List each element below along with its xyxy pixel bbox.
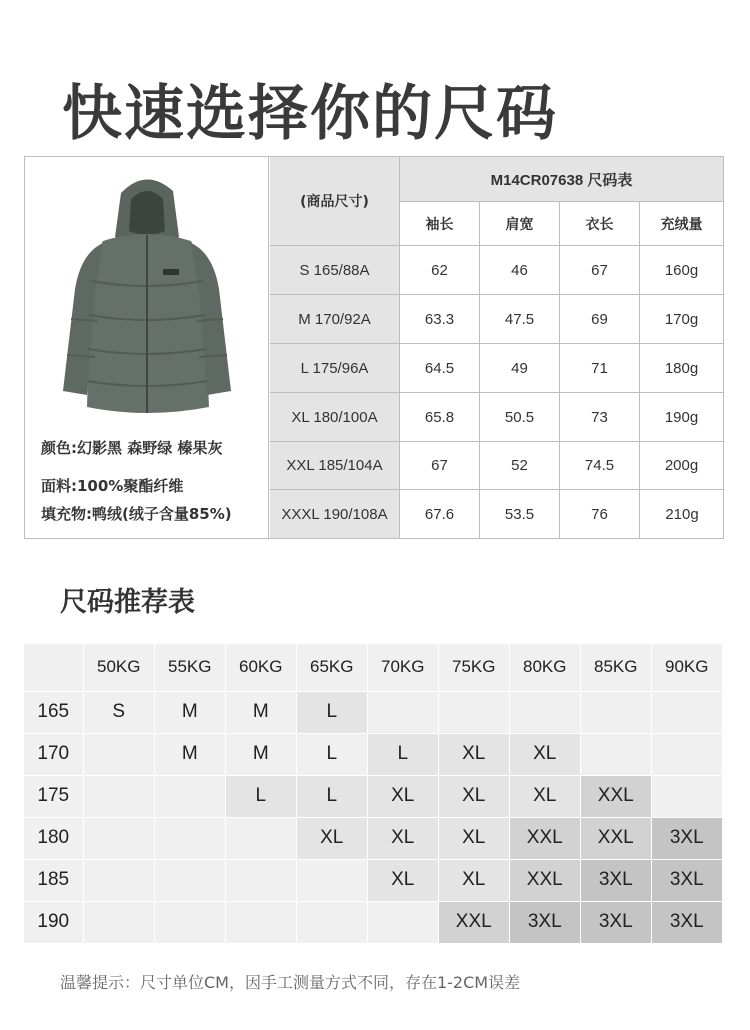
filling-spec: 填充物:鸭绒(绒子含量85%) bbox=[41, 505, 232, 523]
recommended-size-cell: XL bbox=[368, 860, 438, 901]
size-value: 73 bbox=[560, 393, 640, 442]
recommended-size-cell bbox=[226, 860, 296, 901]
size-label: XL 180/100A bbox=[270, 393, 400, 442]
recommended-size-cell: L bbox=[226, 776, 296, 817]
weight-header: 65KG bbox=[297, 644, 367, 691]
recommended-size-cell: XL bbox=[439, 734, 509, 775]
recommended-size-cell: XL bbox=[439, 860, 509, 901]
recommended-size-cell: 3XL bbox=[510, 902, 580, 943]
size-label: L 175/96A bbox=[270, 344, 400, 393]
recommended-size-cell: XXL bbox=[581, 776, 651, 817]
recommended-size-cell: M bbox=[226, 692, 296, 733]
recommended-size-cell: XXL bbox=[510, 860, 580, 901]
size-value: 67.6 bbox=[400, 490, 480, 538]
size-label: M 170/92A bbox=[270, 295, 400, 344]
recommendation-grid bbox=[24, 644, 724, 944]
recommended-size-cell bbox=[226, 902, 296, 943]
col-header: 衣长 bbox=[560, 202, 640, 246]
size-value: 71 bbox=[560, 344, 640, 393]
size-value: 180g bbox=[640, 344, 724, 393]
recommended-size-cell: XXL bbox=[581, 818, 651, 859]
jacket-image bbox=[51, 169, 241, 421]
recommended-size-cell: 3XL bbox=[581, 902, 651, 943]
weight-header: 60KG bbox=[226, 644, 296, 691]
col-header: 充绒量 bbox=[640, 202, 724, 246]
recommended-size-cell bbox=[84, 776, 154, 817]
recommended-size-cell: L bbox=[368, 734, 438, 775]
recommended-size-cell bbox=[510, 692, 580, 733]
recommended-size-cell: 3XL bbox=[652, 902, 722, 943]
measurement-note: 温馨提示：尺寸单位CM，因手工测量方式不同，存在1-2CM误差 bbox=[60, 973, 521, 992]
product-panel bbox=[25, 157, 269, 538]
size-value: 49 bbox=[480, 344, 560, 393]
recommended-size-cell: 3XL bbox=[652, 818, 722, 859]
size-value: 64.5 bbox=[400, 344, 480, 393]
recommended-size-cell bbox=[155, 860, 225, 901]
height-header: 175 bbox=[24, 776, 83, 817]
recommended-size-cell: S bbox=[84, 692, 154, 733]
recommended-size-cell: 3XL bbox=[652, 860, 722, 901]
weight-header: 85KG bbox=[581, 644, 651, 691]
corner-cell bbox=[24, 644, 83, 691]
size-label: S 165/88A bbox=[270, 246, 400, 295]
recommended-size-cell bbox=[368, 902, 438, 943]
weight-header: 70KG bbox=[368, 644, 438, 691]
size-value: 50.5 bbox=[480, 393, 560, 442]
row-header: (商品尺寸) bbox=[270, 157, 400, 246]
size-value: 200g bbox=[640, 442, 724, 490]
height-header: 180 bbox=[24, 818, 83, 859]
recommended-size-cell: XL bbox=[510, 734, 580, 775]
recommended-size-cell: XXL bbox=[439, 902, 509, 943]
weight-header: 75KG bbox=[439, 644, 509, 691]
fabric-spec: 面料:100%聚酯纤维 bbox=[41, 477, 184, 495]
weight-header: 90KG bbox=[652, 644, 722, 691]
recommended-size-cell: M bbox=[155, 734, 225, 775]
recommended-size-cell bbox=[155, 902, 225, 943]
recommended-size-cell bbox=[368, 692, 438, 733]
recommended-size-cell: XL bbox=[368, 776, 438, 817]
size-value: 52 bbox=[480, 442, 560, 490]
recommended-size-cell: L bbox=[297, 692, 367, 733]
recommended-size-cell bbox=[581, 734, 651, 775]
height-header: 185 bbox=[24, 860, 83, 901]
size-label: XXL 185/104A bbox=[270, 442, 400, 490]
weight-header: 50KG bbox=[84, 644, 154, 691]
height-header: 170 bbox=[24, 734, 83, 775]
size-value: 46 bbox=[480, 246, 560, 295]
recommended-size-cell: XL bbox=[510, 776, 580, 817]
size-label: XXXL 190/108A bbox=[270, 490, 400, 538]
weight-header: 55KG bbox=[155, 644, 225, 691]
recommended-size-cell: XXL bbox=[510, 818, 580, 859]
size-grid bbox=[270, 157, 724, 538]
recommended-size-cell: XL bbox=[368, 818, 438, 859]
size-value: 69 bbox=[560, 295, 640, 344]
size-value: 47.5 bbox=[480, 295, 560, 344]
recommended-size-cell bbox=[439, 692, 509, 733]
recommended-size-cell bbox=[652, 776, 722, 817]
recommended-size-cell bbox=[297, 902, 367, 943]
col-header: 袖长 bbox=[400, 202, 480, 246]
recommended-size-cell: XL bbox=[297, 818, 367, 859]
size-value: 62 bbox=[400, 246, 480, 295]
recommended-size-cell bbox=[84, 734, 154, 775]
size-value: 53.5 bbox=[480, 490, 560, 538]
height-header: 190 bbox=[24, 902, 83, 943]
recommended-size-cell bbox=[226, 818, 296, 859]
size-value: 65.8 bbox=[400, 393, 480, 442]
size-value: 76 bbox=[560, 490, 640, 538]
recommended-size-cell bbox=[155, 818, 225, 859]
recommended-size-cell bbox=[652, 734, 722, 775]
height-header: 165 bbox=[24, 692, 83, 733]
col-header: 肩宽 bbox=[480, 202, 560, 246]
recommended-size-cell: XL bbox=[439, 818, 509, 859]
recommended-size-cell: M bbox=[226, 734, 296, 775]
size-value: 160g bbox=[640, 246, 724, 295]
recommended-size-cell: L bbox=[297, 776, 367, 817]
size-chart bbox=[24, 156, 724, 539]
recommended-size-cell bbox=[84, 902, 154, 943]
recommended-size-cell: L bbox=[297, 734, 367, 775]
model-header: M14CR07638 尺码表 bbox=[400, 157, 724, 202]
recommendation-title: 尺码推荐表 bbox=[60, 587, 195, 618]
recommended-size-cell bbox=[84, 860, 154, 901]
page-title: 快速选择你的尺码 bbox=[62, 79, 558, 149]
color-spec: 颜色:幻影黑 森野绿 榛果灰 bbox=[41, 439, 223, 457]
size-value: 190g bbox=[640, 393, 724, 442]
recommended-size-cell: 3XL bbox=[581, 860, 651, 901]
weight-header: 80KG bbox=[510, 644, 580, 691]
size-value: 170g bbox=[640, 295, 724, 344]
recommended-size-cell: XL bbox=[439, 776, 509, 817]
recommended-size-cell bbox=[297, 860, 367, 901]
recommended-size-cell: M bbox=[155, 692, 225, 733]
size-value: 210g bbox=[665, 505, 699, 523]
recommended-size-cell bbox=[155, 776, 225, 817]
recommended-size-cell bbox=[84, 818, 154, 859]
recommended-size-cell bbox=[652, 692, 722, 733]
size-value: 67 bbox=[400, 442, 480, 490]
size-value: 63.3 bbox=[400, 295, 480, 344]
size-value: 74.5 bbox=[560, 442, 640, 490]
size-value: 67 bbox=[560, 246, 640, 295]
recommended-size-cell bbox=[581, 692, 651, 733]
